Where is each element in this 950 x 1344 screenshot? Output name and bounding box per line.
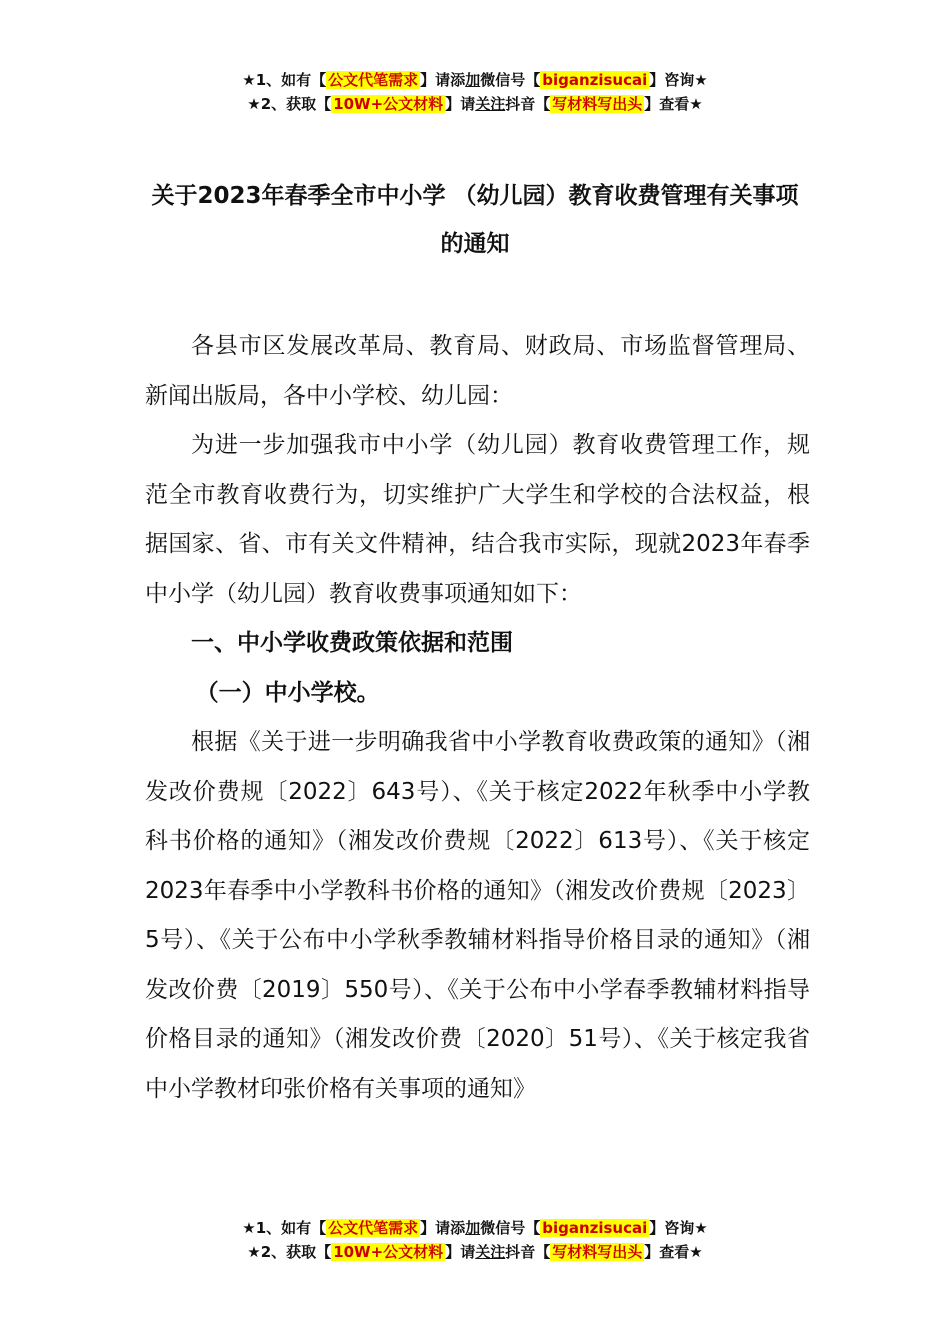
promo-text: 抖音【 [505, 95, 551, 113]
promo-text: 】请 [445, 95, 476, 113]
salutation: 各县市区发展改革局、教育局、财政局、市场监督管理局、新闻出版局，各中小学校、幼儿园： [145, 333, 810, 409]
promo-highlight: biganzisucai [542, 1219, 648, 1237]
promo-line-2 [0, 92, 950, 116]
promo-text: ★2、获取【 [247, 95, 332, 113]
promo-text: 】请添 [420, 1219, 466, 1237]
promo-underline: 加 [465, 1219, 481, 1237]
promo-line-1 [0, 68, 950, 92]
promo-underline: 关注 [475, 95, 506, 113]
promo-highlight: 写材料写出头 [552, 95, 643, 113]
promo-highlight: biganzisucai [542, 71, 648, 89]
promo-highlight: 写材料写出头 [552, 1243, 643, 1261]
promo-highlight: 公文代笔需求 [328, 71, 419, 89]
promo-text: 】咨询★ [649, 71, 708, 89]
promo-text: ★2、获取【 [247, 1243, 332, 1261]
promo-line-1 [0, 1216, 950, 1240]
promo-underline: 关注 [475, 1243, 506, 1261]
promo-text: 】咨询★ [649, 1219, 708, 1237]
section-paragraph: 根据《关于进一步明确我省中小学教育收费政策的通知》（湘发改价费规〔2022〕643号）、《关于核定2022年秋季中小学教科书价格的通知》（湘发改价费规〔2022〕613号）、《关于核定2023年春季中小学教科书价格的通知》（湘发改价费规〔2023〕5号）、《关于公布中小学秋季教辅材料指导价格目录的通知》（湘发改价费〔2019〕550号）、《关于公布中小学春季教辅材料指导价格目录的通知》（湘发改价费〔2020〕51号）、《关于核定我省中小学教材印张价格有关事项的通知》 [145, 729, 810, 1102]
promo-highlight: 10W+公文材料 [333, 1243, 444, 1261]
promo-highlight: 10W+公文材料 [333, 95, 444, 113]
promo-text: 微信号【 [480, 1219, 541, 1237]
promo-text: ★1、如有【 [242, 71, 327, 89]
promo-underline: 加 [465, 71, 481, 89]
promo-text: 】请添 [420, 71, 466, 89]
promo-banner-bottom [0, 1216, 950, 1264]
subsection-heading: （一）中小学校。 [195, 679, 380, 706]
promo-text: 】查看★ [644, 1243, 703, 1261]
intro-paragraph: 为进一步加强我市中小学（幼儿园）教育收费管理工作，规范全市教育收费行为，切实维护广大学生和学校的合法权益，根据国家、省、市有关文件精神，结合我市实际，现就2023年春季中小学（幼儿园）教育收费事项通知如下： [145, 432, 810, 607]
document-body [145, 322, 810, 1114]
promo-highlight: 公文代笔需求 [328, 1219, 419, 1237]
promo-text: 】请 [445, 1243, 476, 1261]
promo-text: 】查看★ [644, 95, 703, 113]
promo-text: 微信号【 [480, 71, 541, 89]
promo-text: 抖音【 [505, 1243, 551, 1261]
document-title: 关于2023年春季全市中小学 （幼儿园）教育收费管理有关事项的通知 [151, 183, 799, 257]
promo-banner-top [0, 68, 950, 116]
promo-line-2 [0, 1240, 950, 1264]
section-heading: 一、中小学收费政策依据和范围 [191, 630, 513, 656]
promo-text: ★1、如有【 [242, 1219, 327, 1237]
